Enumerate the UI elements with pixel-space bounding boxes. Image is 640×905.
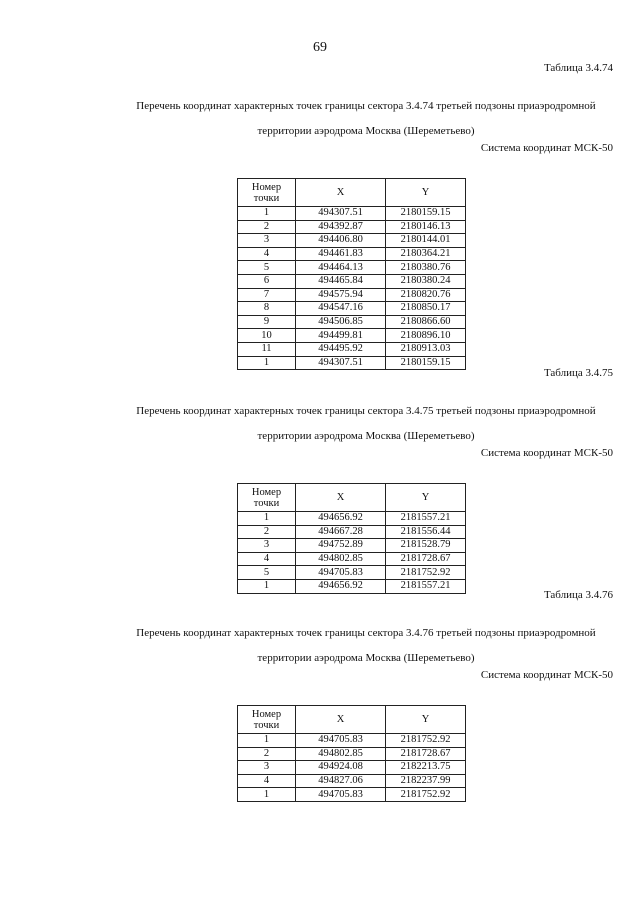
cell-point-number: 1 [238, 788, 296, 802]
cell-y: 2181752.92 [386, 788, 466, 802]
cell-x: 494802.85 [296, 552, 386, 566]
header-x: X [296, 179, 386, 207]
header-point-line: Номер [251, 181, 282, 193]
table-row [238, 552, 466, 566]
header-point-number [238, 179, 296, 207]
table-header-row [238, 179, 466, 207]
cell-x: 494465.84 [296, 274, 386, 288]
cell-y: 2180159.15 [386, 207, 466, 221]
cell-y: 2182213.75 [386, 761, 466, 775]
table-row [238, 579, 466, 593]
description-line: Перечень координат характерных точек границы сектора 3.4.75 третьей подзоны приаэродромной [136, 405, 596, 417]
cell-point-number: 2 [238, 525, 296, 539]
cell-point-number: 3 [238, 539, 296, 553]
cell-point-number: 7 [238, 288, 296, 302]
table-caption: Таблица 3.4.75 [543, 367, 613, 379]
description-line: территории аэродрома Москва (Шереметьево) [257, 652, 475, 664]
cell-point-number: 3 [238, 761, 296, 775]
description-line: территории аэродрома Москва (Шереметьево) [257, 125, 475, 137]
cell-y: 2180896.10 [386, 329, 466, 343]
table-row [238, 302, 466, 316]
coordinate-system-label: Система координат МСК-50 [480, 669, 613, 681]
table-row [238, 315, 466, 329]
table-row [238, 274, 466, 288]
cell-y: 2181556.44 [386, 525, 466, 539]
table-row [238, 342, 466, 356]
cell-y: 2180159.15 [386, 356, 466, 370]
cell-point-number: 5 [238, 261, 296, 275]
table-row [238, 234, 466, 248]
header-x: X [296, 484, 386, 512]
table-row [238, 747, 466, 761]
table-caption: Таблица 3.4.76 [543, 589, 613, 601]
table-row [238, 247, 466, 261]
cell-point-number: 4 [238, 247, 296, 261]
table-description [0, 94, 640, 144]
cell-x: 494705.83 [296, 566, 386, 580]
table-row [238, 261, 466, 275]
cell-point-number: 1 [238, 734, 296, 748]
cell-point-number: 5 [238, 566, 296, 580]
table-row [238, 207, 466, 221]
cell-y: 2180850.17 [386, 302, 466, 316]
cell-x: 494506.85 [296, 315, 386, 329]
cell-point-number: 1 [238, 207, 296, 221]
table-row [238, 788, 466, 802]
cell-y: 2180913.03 [386, 342, 466, 356]
cell-point-number: 4 [238, 552, 296, 566]
cell-point-number: 1 [238, 512, 296, 526]
header-point-line: Номер [251, 708, 282, 720]
cell-x: 494705.83 [296, 734, 386, 748]
cell-x: 494307.51 [296, 207, 386, 221]
cell-point-number: 2 [238, 220, 296, 234]
cell-x: 494464.13 [296, 261, 386, 275]
cell-x: 494499.81 [296, 329, 386, 343]
coordinate-system-label: Система координат МСК-50 [480, 447, 613, 459]
table-row [238, 734, 466, 748]
cell-point-number: 11 [238, 342, 296, 356]
header-y: Y [386, 706, 466, 734]
cell-x: 494705.83 [296, 788, 386, 802]
coordinate-system-label: Система координат МСК-50 [480, 142, 613, 154]
description-line: Перечень координат характерных точек границы сектора 3.4.74 третьей подзоны приаэродромной [136, 100, 596, 112]
cell-point-number: 3 [238, 234, 296, 248]
cell-y: 2181557.21 [386, 512, 466, 526]
cell-x: 494495.92 [296, 342, 386, 356]
cell-point-number: 6 [238, 274, 296, 288]
cell-x: 494924.08 [296, 761, 386, 775]
table-description [0, 399, 640, 449]
cell-x: 494575.94 [296, 288, 386, 302]
header-point-line: точки [253, 192, 280, 204]
cell-y: 2181752.92 [386, 566, 466, 580]
cell-x: 494547.16 [296, 302, 386, 316]
cell-x: 494307.51 [296, 356, 386, 370]
cell-point-number: 4 [238, 774, 296, 788]
cell-x: 494461.83 [296, 247, 386, 261]
cell-y: 2180364.21 [386, 247, 466, 261]
cell-x: 494656.92 [296, 512, 386, 526]
table-row [238, 356, 466, 370]
cell-point-number: 1 [238, 579, 296, 593]
cell-x: 494667.28 [296, 525, 386, 539]
cell-y: 2181557.21 [386, 579, 466, 593]
cell-y: 2182237.99 [386, 774, 466, 788]
cell-x: 494656.92 [296, 579, 386, 593]
cell-x: 494392.87 [296, 220, 386, 234]
table-row [238, 539, 466, 553]
cell-y: 2180820.76 [386, 288, 466, 302]
table-row [238, 774, 466, 788]
cell-y: 2180144.01 [386, 234, 466, 248]
cell-x: 494827.06 [296, 774, 386, 788]
page-number: 69 [313, 40, 327, 55]
cell-y: 2181752.92 [386, 734, 466, 748]
cell-y: 2181728.67 [386, 747, 466, 761]
cell-y: 2180380.24 [386, 274, 466, 288]
cell-x: 494406.80 [296, 234, 386, 248]
table-row [238, 512, 466, 526]
header-y: Y [386, 179, 466, 207]
cell-point-number: 2 [238, 747, 296, 761]
cell-y: 2181528.79 [386, 539, 466, 553]
header-y: Y [386, 484, 466, 512]
table-caption: Таблица 3.4.74 [543, 62, 613, 74]
header-point-number [238, 484, 296, 512]
table-row [238, 525, 466, 539]
table-row [238, 288, 466, 302]
description-line: Перечень координат характерных точек границы сектора 3.4.76 третьей подзоны приаэродромной [136, 627, 596, 639]
cell-point-number: 10 [238, 329, 296, 343]
cell-y: 2181728.67 [386, 552, 466, 566]
header-point-line: Номер [251, 486, 282, 498]
table-row [238, 566, 466, 580]
header-x: X [296, 706, 386, 734]
coordinates-table [237, 705, 466, 802]
table-description [0, 621, 640, 671]
description-line: территории аэродрома Москва (Шереметьево) [257, 430, 475, 442]
cell-x: 494752.89 [296, 539, 386, 553]
table-row [238, 329, 466, 343]
table-header-row [238, 484, 466, 512]
table-header-row [238, 706, 466, 734]
cell-point-number: 9 [238, 315, 296, 329]
table-row [238, 761, 466, 775]
header-point-line: точки [253, 719, 280, 731]
cell-y: 2180866.60 [386, 315, 466, 329]
table-row [238, 220, 466, 234]
cell-y: 2180380.76 [386, 261, 466, 275]
cell-y: 2180146.13 [386, 220, 466, 234]
cell-point-number: 8 [238, 302, 296, 316]
coordinates-table [237, 483, 466, 594]
coordinates-table [237, 178, 466, 370]
cell-x: 494802.85 [296, 747, 386, 761]
header-point-number [238, 706, 296, 734]
header-point-line: точки [253, 497, 280, 509]
cell-point-number: 1 [238, 356, 296, 370]
